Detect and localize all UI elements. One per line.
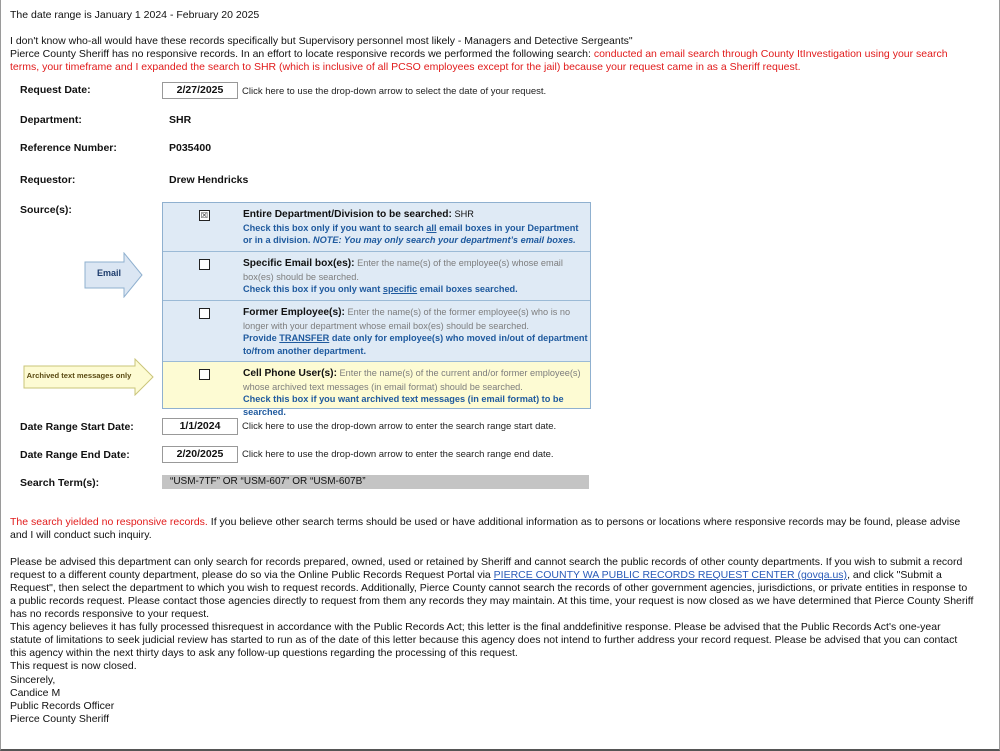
start-date-field[interactable]: 1/1/2024 [162, 418, 238, 435]
records-portal-link[interactable]: PIERCE COUNTY WA PUBLIC RECORDS REQUEST CENTER (govqa.us) [493, 569, 848, 581]
sources-label: Source(s): [20, 204, 72, 216]
result-text: If you believe other search terms should be used or have additional information as to persons or locations where responsive records may be found, please advise and I will conduct such inquiry. [10, 516, 961, 541]
search-terms-field[interactable] [162, 475, 589, 489]
source-row-former [163, 301, 590, 362]
former-employee-checkbox[interactable] [199, 308, 210, 319]
search-terms-value: “USM-7TF” OR “USM-607” OR “USM-607B” [170, 476, 366, 487]
reference-number-label: Reference Number: [20, 142, 117, 154]
email-arrow-label: Email [96, 268, 121, 278]
department-label: Department: [20, 114, 82, 126]
former-employee-text [243, 306, 588, 357]
advisory-p1: Please be advised this department can only search for records prepared, owned, used or retained by Sheriff and cannot search the public records of other county departments. If you wish to submit a record request to a different county department, please do so via the Online Public Records Request Portal via [10, 556, 963, 581]
search-description: conducted an email search through County ItInvestigation using your search terms, your timeframe and I expanded the search to SHR (which is inclusive of all PCSO employees except for the jail) because your request came in as a Sheriff request. [10, 48, 948, 73]
specific-note-b: email boxes searched. [419, 284, 518, 294]
former-note-u: TRANSFER [279, 333, 330, 343]
advisory-paragraph [10, 556, 975, 673]
specific-email-title: Specific Email box(es): [243, 258, 355, 269]
entire-department-value: SHR [454, 209, 474, 219]
cell-phone-checkbox[interactable] [199, 369, 210, 380]
no-records-text: Pierce County Sheriff has no responsive records. In an effort to locate responsive records we performed the following search: [10, 48, 591, 60]
signature-name: Candice M [10, 687, 61, 699]
former-note-b: date only for employee(s) who moved in/out of department to/from another department. [243, 333, 588, 356]
cell-phone-desc: Enter the name(s) of the current and/or former employee(s) whose archived text messages (in email format) should be searched. [243, 368, 581, 392]
cell-phone-text [243, 367, 588, 418]
requestor-label: Requestor: [20, 174, 76, 186]
end-date-label: Date Range End Date: [20, 449, 130, 461]
result-paragraph [10, 516, 975, 542]
reference-number-value: P035400 [169, 142, 212, 154]
entire-note-italic: NOTE: You may only search your department’s email boxes. [312, 235, 576, 245]
source-row-cell [163, 362, 590, 417]
start-date-hint: Click here to use the drop-down arrow to enter the search range start date. [242, 421, 557, 432]
source-row-specific [163, 252, 590, 301]
result-red-text: The search yielded no responsive records. [10, 516, 208, 528]
entire-department-title: Entire Department/Division to be searched: [243, 209, 452, 220]
request-date-label: Request Date: [20, 84, 91, 96]
date-range-text: The date range is January 1 2024 - February 20 2025 [10, 9, 260, 21]
start-date-label: Date Range Start Date: [20, 421, 134, 433]
specific-note-u: specific [382, 284, 418, 294]
specific-email-desc: Enter the name(s) of the employee(s) whose email box(es) should be searched. [243, 258, 563, 282]
end-date-hint: Click here to use the drop-down arrow to enter the search range end date. [242, 449, 554, 460]
cell-phone-note: Check this box if you want archived text messages (in email format) to be searched. [243, 394, 564, 417]
entire-note-b: email boxes in your Department or in a division. [243, 222, 579, 245]
entire-note-all: all [426, 222, 437, 233]
cell-phone-title: Cell Phone User(s): [243, 368, 337, 379]
request-date-hint: Click here to use the drop-down arrow to select the date of your request. [242, 86, 547, 97]
department-value: SHR [169, 114, 192, 126]
signature-title: Public Records Officer [10, 700, 115, 712]
search-terms-label: Search Term(s): [20, 477, 100, 489]
former-note-a: Provide [243, 333, 277, 343]
signature-closing: Sincerely, [10, 674, 56, 686]
former-employee-desc: Enter the name(s) of the former employee(s) who is no longer with your department whose email box(es) should be searched. [243, 307, 571, 331]
entire-department-text [243, 208, 588, 247]
entire-department-checkbox[interactable]: ☒ [200, 211, 209, 220]
entire-note-a: Check this box only if you want to search [243, 222, 424, 233]
specific-note-a: Check this box if you only want [243, 284, 381, 294]
end-date-field[interactable]: 2/20/2025 [162, 446, 238, 463]
signature-org: Pierce County Sheriff [10, 713, 110, 725]
request-date-field[interactable]: 2/27/2025 [162, 82, 238, 99]
advisory-p2: , and click "Submit a Request", then select the department to which you wish to request records. Additionally, Pierce County cannot search the records of other government agencies, jurisdictions, or private entities in response to a public records request. Please contact those agencies directly to request from them any records they may maintain. At this time, your request is now closed as we have determined that Pierce County Sheriff has no records responsive to your request. [10, 569, 974, 620]
sources-table [162, 202, 591, 417]
no-records-paragraph [10, 48, 975, 74]
archived-arrow [23, 358, 155, 396]
requester-quote: I don't know who-all would have these records specifically but Supervisory personnel most likely - Managers and Detective Sergeants" [10, 35, 633, 47]
archived-arrow-label: Archived text messages only [26, 371, 132, 380]
former-employee-title: Former Employee(s): [243, 307, 345, 318]
specific-email-checkbox[interactable] [199, 259, 210, 270]
specific-email-text [243, 257, 588, 296]
email-arrow [84, 252, 144, 298]
requestor-value: Drew Hendricks [169, 174, 249, 186]
advisory-p3: This agency believes it has fully processed thisrequest in accordance with the Public Records Act; this letter is the final anddefinitive response. Please be advised that the Public Records Act's one-year statute of limitations to seek judicial review has started to run as of the date of this letter because this agency does not intend to further address your record request. Please be advised that you can contact this agency within the next thirty days to ask any follow-up questions regarding the processing of this request. [10, 621, 958, 659]
source-row-entire [163, 203, 590, 252]
signature-block [10, 674, 975, 726]
advisory-p4: This request is now closed. [10, 660, 137, 672]
